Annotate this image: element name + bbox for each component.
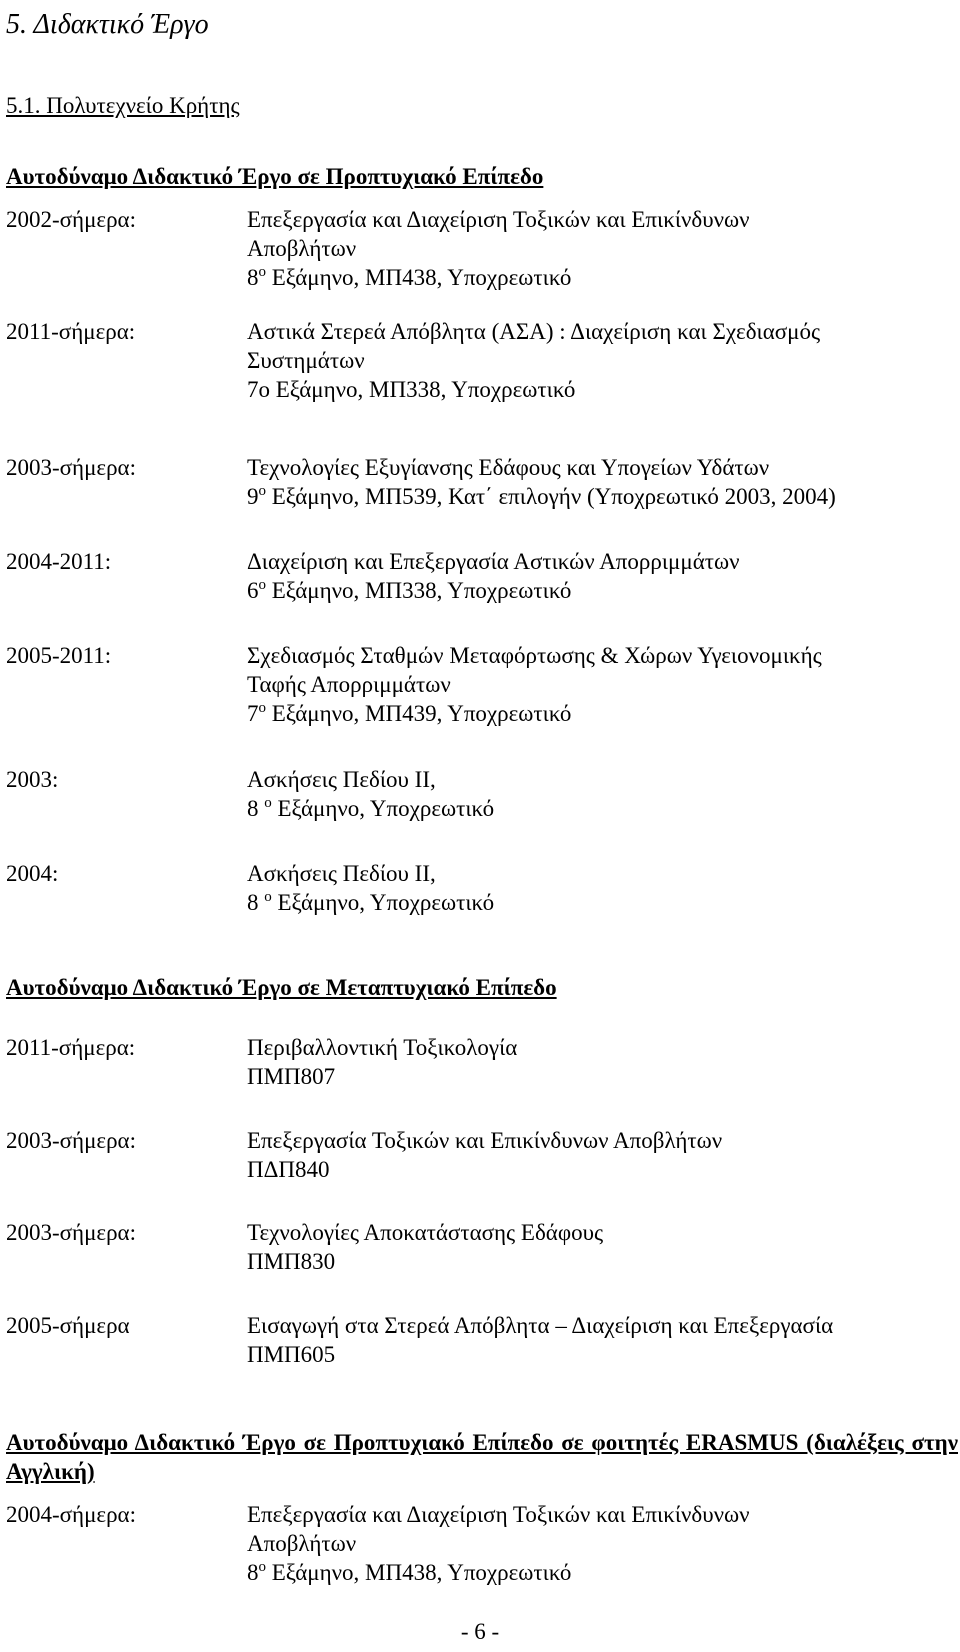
course-title-line: Επεξεργασία και Διαχείριση Τοξικών και Επικίνδυνων xyxy=(247,1502,750,1527)
course-semester-line: 8 $^o$ Εξάμηνο, Υποχρεωτικό xyxy=(247,889,495,915)
entry-date: 2003: xyxy=(6,767,59,792)
page-number: - 6 - xyxy=(460,1619,500,1644)
entry-date: 2003-σήμερα: xyxy=(6,455,136,480)
entry-description xyxy=(247,1500,947,1587)
entry-date: 2004-2011: xyxy=(6,549,112,574)
entry-date: 2003-σήμερα: xyxy=(6,1220,136,1245)
course-title-line: Εισαγωγή στα Στερεά Απόβλητα – Διαχείριση και Επεξεργασία xyxy=(247,1313,834,1338)
entry-date: 2005-σήμερα xyxy=(6,1313,130,1338)
entry-description xyxy=(247,1218,947,1276)
entry-date: 2011-σήμερα: xyxy=(6,1035,136,1060)
section-title-erasmus: Αυτοδύναμο Διδακτικό Έργο σε Προπτυχιακό Επίπεδο σε φοιτητές ERASMUS (διαλέξεις στην Αγγλική) xyxy=(6,1430,958,1484)
course-semester-line: $9^o$ Εξάμηνο, ΜΠ539, Κατ΄ επιλογήν (Υποχρεωτικό 2003, 2004) xyxy=(247,483,836,509)
entry-description xyxy=(247,765,947,823)
course-title-line: Περιβαλλοντική Τοξικολογία xyxy=(247,1035,518,1060)
course-title-line: Τεχνολογίες Εξυγίανσης Εδάφους και Υπογείων Υδάτων xyxy=(247,455,770,480)
entry-description xyxy=(247,1126,947,1184)
course-code-line: ΠΜΠ605 xyxy=(247,1342,336,1367)
entry-date: 2005-2011: xyxy=(6,643,112,668)
entry-description xyxy=(247,317,947,404)
entry-description xyxy=(247,859,947,917)
entry-description xyxy=(247,547,947,605)
section-title-undergraduate: Αυτοδύναμο Διδακτικό Έργο σε Προπτυχιακό Επίπεδο xyxy=(6,164,544,189)
entry-description xyxy=(247,641,947,728)
course-title-line: Ταφής Απορριμμάτων xyxy=(247,672,451,697)
course-semester-line: $8^o$ Εξάμηνο, ΜΠ438, Υποχρεωτικό xyxy=(247,264,572,290)
course-code-line: ΠΜΠ807 xyxy=(247,1064,336,1089)
course-title-line: Ασκήσεις Πεδίου ΙΙ, xyxy=(247,767,436,792)
entry-description xyxy=(247,453,947,511)
course-code-line: ΠΜΠ830 xyxy=(247,1249,336,1274)
course-semester-line: $6^o$ Εξάμηνο, ΜΠ338, Υποχρεωτικό xyxy=(247,577,572,603)
course-title-line: Επεξεργασία και Διαχείριση Τοξικών και Επικίνδυνων xyxy=(247,207,750,232)
entry-date: 2004-σήμερα: xyxy=(6,1502,136,1527)
course-semester-line: 8 $^o$ Εξάμηνο, Υποχρεωτικό xyxy=(247,795,495,821)
entry-description xyxy=(247,205,947,292)
section-heading: 5. Διδακτικό Έργο xyxy=(6,9,209,40)
entry-date: 2004: xyxy=(6,861,59,886)
course-title-line: Επεξεργασία Τοξικών και Επικίνδυνων Αποβλήτων xyxy=(247,1128,723,1153)
course-title-line: Συστημάτων xyxy=(247,348,365,373)
subsection-heading: 5.1. Πολυτεχνείο Κρήτης xyxy=(6,93,240,118)
course-title-line: Αποβλήτων xyxy=(247,1531,357,1556)
course-semester-line: $7^o$ Εξάμηνο, ΜΠ439, Υποχρεωτικό xyxy=(247,700,572,726)
entry-description xyxy=(247,1033,947,1091)
course-title-line: Ασκήσεις Πεδίου ΙΙ, xyxy=(247,861,436,886)
course-title-line: Σχεδιασμός Σταθμών Μεταφόρτωσης & Χώρων Υγειονομικής xyxy=(247,643,822,668)
course-title-line: Διαχείριση και Επεξεργασία Αστικών Απορριμμάτων xyxy=(247,549,740,574)
section-title-postgraduate: Αυτοδύναμο Διδακτικό Έργο σε Μεταπτυχιακό Επίπεδο xyxy=(6,975,557,1000)
course-semester-line: $8^o$ Εξάμηνο, ΜΠ438, Υποχρεωτικό xyxy=(247,1559,572,1585)
course-title-line: Αστικά Στερεά Απόβλητα (ΑΣΑ) : Διαχείριση και Σχεδιασμός xyxy=(247,319,821,344)
course-code-line: ΠΔΠ840 xyxy=(247,1157,330,1182)
entry-date: 2003-σήμερα: xyxy=(6,1128,136,1153)
course-title-line: Αποβλήτων xyxy=(247,236,357,261)
course-semester-line: 7ο Εξάμηνο, ΜΠ338, Υποχρεωτικό xyxy=(247,377,576,402)
entry-date: 2011-σήμερα: xyxy=(6,319,136,344)
entry-description xyxy=(247,1311,947,1369)
entry-date: 2002-σήμερα: xyxy=(6,207,136,232)
course-title-line: Τεχνολογίες Αποκατάστασης Εδάφους xyxy=(247,1220,604,1245)
